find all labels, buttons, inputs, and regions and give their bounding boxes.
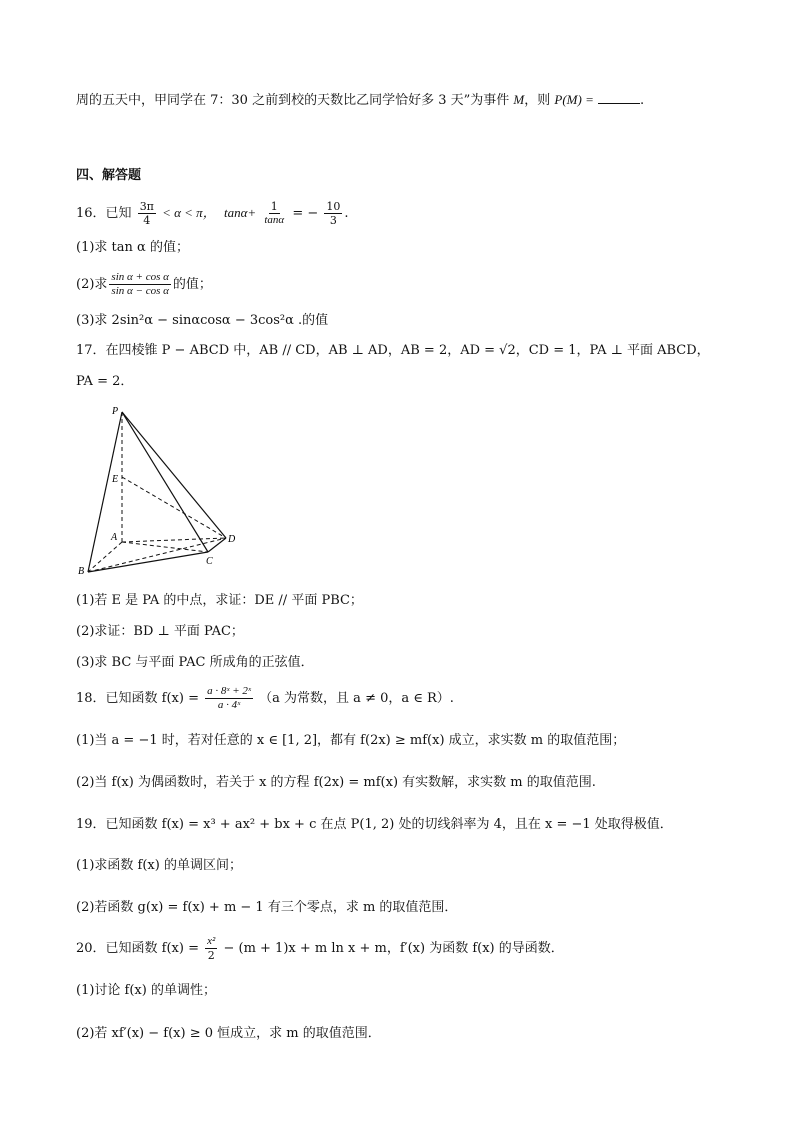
q16-frac-1: $\frac{3\pi}{4}$	[139, 200, 154, 227]
q19-stem: 19．已知函数 f(x) = x³ + ax² + bx + c 在点 P(1, 2) 处的切线斜率为 4，且在 x = −1 处取得极值．	[76, 817, 673, 832]
q19-part2: (2)若函数 g(x) = f(x) + m − 1 有三个零点，求 m 的取值范围．	[76, 900, 458, 915]
q18-frac: $\frac{\text{a · 8ˣ + 2ˣ}}{\text{a · 4ˣ}}$	[207, 685, 252, 711]
q16-stem: 16．已知 $\frac{3\pi}{4}$ < α < π， tanα+ $\frac{1}{\tan\alpha}$ = − $\frac{10}{3}$ .	[76, 200, 349, 227]
event-symbol: M	[513, 92, 525, 107]
q18-part2: (2)当 f(x) 为偶函数时，若关于 x 的方程 f(2x) = mf(x) 有实数解，求实数 m 的取值范围.	[76, 775, 596, 790]
q20-part1: (1)讨论 f(x) 的单调性；	[76, 983, 216, 998]
q17-part3: (3)求 BC 与平面 PAC 所成角的正弦值．	[76, 655, 314, 670]
q16-frac-2: $\frac{1}{\tan\alpha}$	[264, 200, 285, 226]
label-D: D	[228, 534, 236, 545]
q16-part3: (3)求 2sin²α − sinαcosα − 3cos²α .的值	[76, 313, 329, 328]
label-P: P	[112, 406, 119, 417]
intro-line: 周的五天中，甲同学在 7：30 之前到校的天数比乙同学恰好多 3 天”为事件 M，则 P(M) = .	[76, 89, 644, 111]
q18-stem: 18．已知函数 f(x) = $\frac{\text{a · 8ˣ + 2ˣ}}{\text{a · 4ˣ}}$ （a 为常数，且 a ≠ 0，a ∈ R）.	[76, 685, 454, 711]
label-A: A	[111, 532, 118, 543]
label-C: C	[206, 556, 213, 567]
answer-blank	[598, 89, 640, 104]
q16-frac-3: $\frac{10}{3}$	[326, 200, 341, 227]
q17-stem-1: 17．在四棱锥 P − ABCD 中，AB // CD，AB ⊥ AD，AB = 2，AD = √2，CD = 1，PA ⊥ 平面 ABCD，	[76, 343, 710, 358]
q17-part1: (1)若 E 是 PA 的中点，求证：DE // 平面 PBC；	[76, 593, 363, 608]
label-E: E	[112, 474, 119, 485]
q17-part2: (2)求证：BD ⊥ 平面 PAC；	[76, 624, 244, 639]
q16-part2-frac: $\frac{\text{sin α + cos α}}{\text{sin α − cos α}}$	[111, 271, 169, 297]
pyramid-figure	[76, 402, 246, 582]
q16-part2: (2)求 $\frac{\text{sin α + cos α}}{\text{sin α − cos α}}$ 的值；	[76, 271, 212, 297]
intro-text: 周的五天中，甲同学在 7：30 之前到校的天数比乙同学恰好多 3 天”为事件	[76, 93, 510, 108]
q19-part1: (1)求函数 f(x) 的单调区间；	[76, 858, 242, 873]
q20-frac: $\frac{\text{x²}}{2}$	[207, 935, 216, 962]
edge-PB	[88, 412, 122, 572]
edge-ED	[122, 477, 226, 538]
edge-AC	[122, 542, 208, 552]
q16-part1: (1)求 tan α 的值；	[76, 240, 189, 255]
probability-expr: P(M) =	[554, 92, 594, 107]
q20-part2: (2)若 xf′(x) − f(x) ≥ 0 恒成立，求 m 的取值范围．	[76, 1026, 381, 1041]
q18-part1: (1)当 a = −1 时，若对任意的 x ∈ [1, 2]，都有 f(2x) ≥ mf(x) 成立，求实数 m 的取值范围；	[76, 733, 626, 748]
edge-PC	[122, 412, 208, 552]
q20-stem: 20．已知函数 f(x) = $\frac{\text{x²}}{2}$ − (m + 1)x + m ln x + m，f′(x) 为函数 f(x) 的导函数．	[76, 935, 564, 962]
edge-BC	[88, 552, 208, 572]
edge-PD	[122, 412, 226, 538]
edge-CD	[208, 538, 226, 552]
q17-stem-2: PA = 2．	[76, 374, 134, 389]
section-title: 四、解答题	[76, 168, 142, 183]
label-B: B	[78, 566, 85, 577]
